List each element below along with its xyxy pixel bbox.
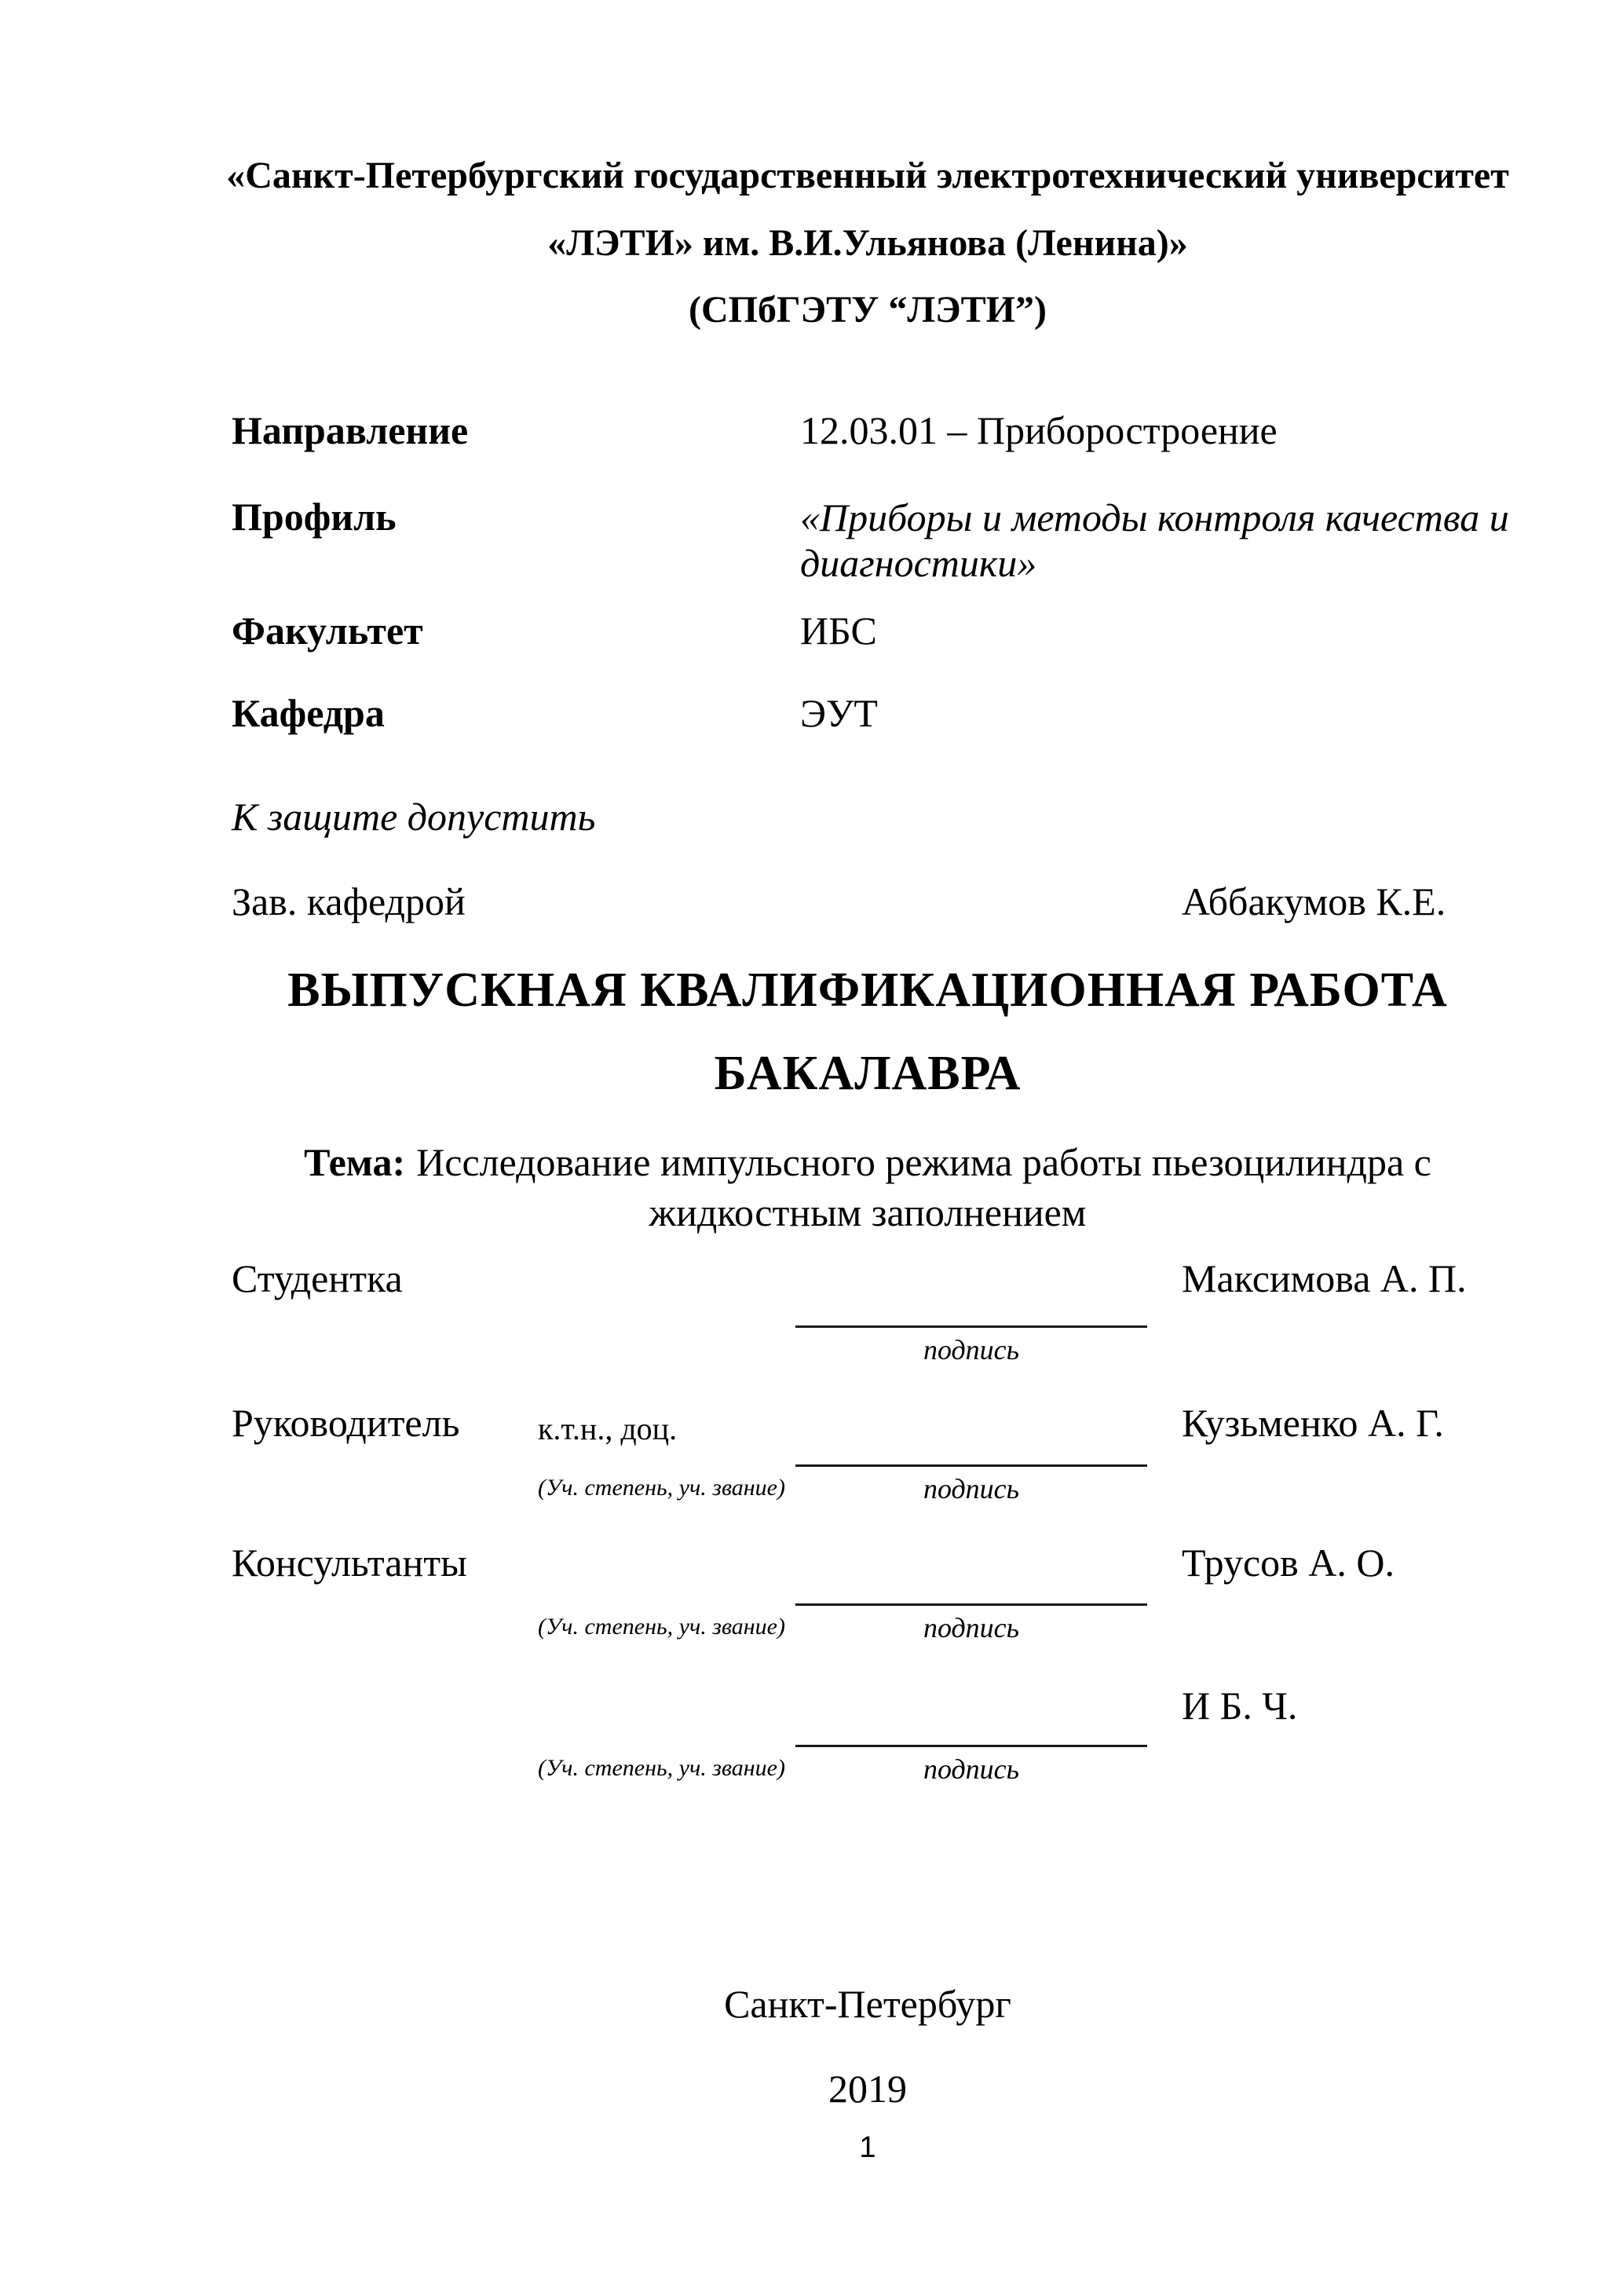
signature-caption-supervisor: подпись	[923, 1473, 1020, 1504]
department-label: Кафедра	[232, 691, 385, 735]
admit-to-defense-line: К защите допустить	[232, 795, 596, 839]
work-title-line1: ВЫПУСКНАЯ КВАЛИФИКАЦИОННАЯ РАБОТА	[287, 963, 1448, 1017]
supervisor-label: Руководитель	[232, 1401, 460, 1445]
city: Санкт-Петербург	[724, 1982, 1011, 2026]
direction-value: 12.03.01 – Приборостроение	[800, 408, 1278, 452]
department-head-name: Аббакумов К.Е.	[1182, 879, 1446, 923]
profile-value: «Приборы и методы контроля качества и диагностики»	[800, 495, 1509, 585]
student-name: Максимова А. П.	[1182, 1256, 1467, 1300]
department-head-label: Зав. кафедрой	[232, 879, 466, 923]
topic-label: Тема:	[304, 1140, 406, 1184]
degree-caption-consultant1: (Уч. степень, уч. звание)	[538, 1614, 785, 1640]
university-abbreviation: (СПбГЭТУ “ЛЭТИ”)	[689, 289, 1047, 331]
degree-caption-supervisor: (Уч. степень, уч. звание)	[538, 1475, 785, 1501]
signature-caption-consultant2: подпись	[923, 1753, 1020, 1785]
university-name-line2: «ЛЭТИ» им. В.И.Ульянова (Ленина)»	[547, 222, 1188, 264]
signature-line-supervisor	[795, 1464, 1147, 1467]
page-number: 1	[859, 2131, 876, 2164]
supervisor-name: Кузьменко А. Г.	[1182, 1401, 1444, 1445]
profile-label: Профиль	[232, 495, 397, 539]
consultant1-name: Трусов А. О.	[1182, 1541, 1395, 1585]
signature-line-student	[795, 1325, 1147, 1328]
topic-line1	[224, 1140, 1512, 1186]
faculty-label: Факультет	[232, 609, 423, 653]
degree-caption-consultant2: (Уч. степень, уч. звание)	[538, 1755, 785, 1781]
topic-text: Исследование импульсного режима работы пьезоцилиндра с	[416, 1140, 1431, 1184]
signature-caption-consultant1: подпись	[923, 1612, 1020, 1643]
supervisor-degree: к.т.н., доц.	[538, 1411, 678, 1446]
topic-line2: жидкостным заполнением	[649, 1190, 1087, 1234]
year: 2019	[828, 2067, 907, 2111]
direction-label: Направление	[232, 408, 469, 452]
department-value: ЭУТ	[800, 691, 878, 735]
signature-line-consultant1	[795, 1603, 1147, 1606]
university-name-line1: «Санкт-Петербургский государственный электротехнический университет	[226, 155, 1509, 196]
faculty-value: ИБС	[800, 609, 877, 653]
student-label: Студентка	[232, 1256, 403, 1300]
consultant2-name: И Б. Ч.	[1182, 1684, 1298, 1727]
work-title-line2: БАКАЛАВРА	[714, 1047, 1022, 1100]
signature-line-consultant2	[795, 1745, 1147, 1747]
signature-caption-student: подпись	[923, 1334, 1020, 1366]
consultants-label: Консультанты	[232, 1541, 467, 1585]
